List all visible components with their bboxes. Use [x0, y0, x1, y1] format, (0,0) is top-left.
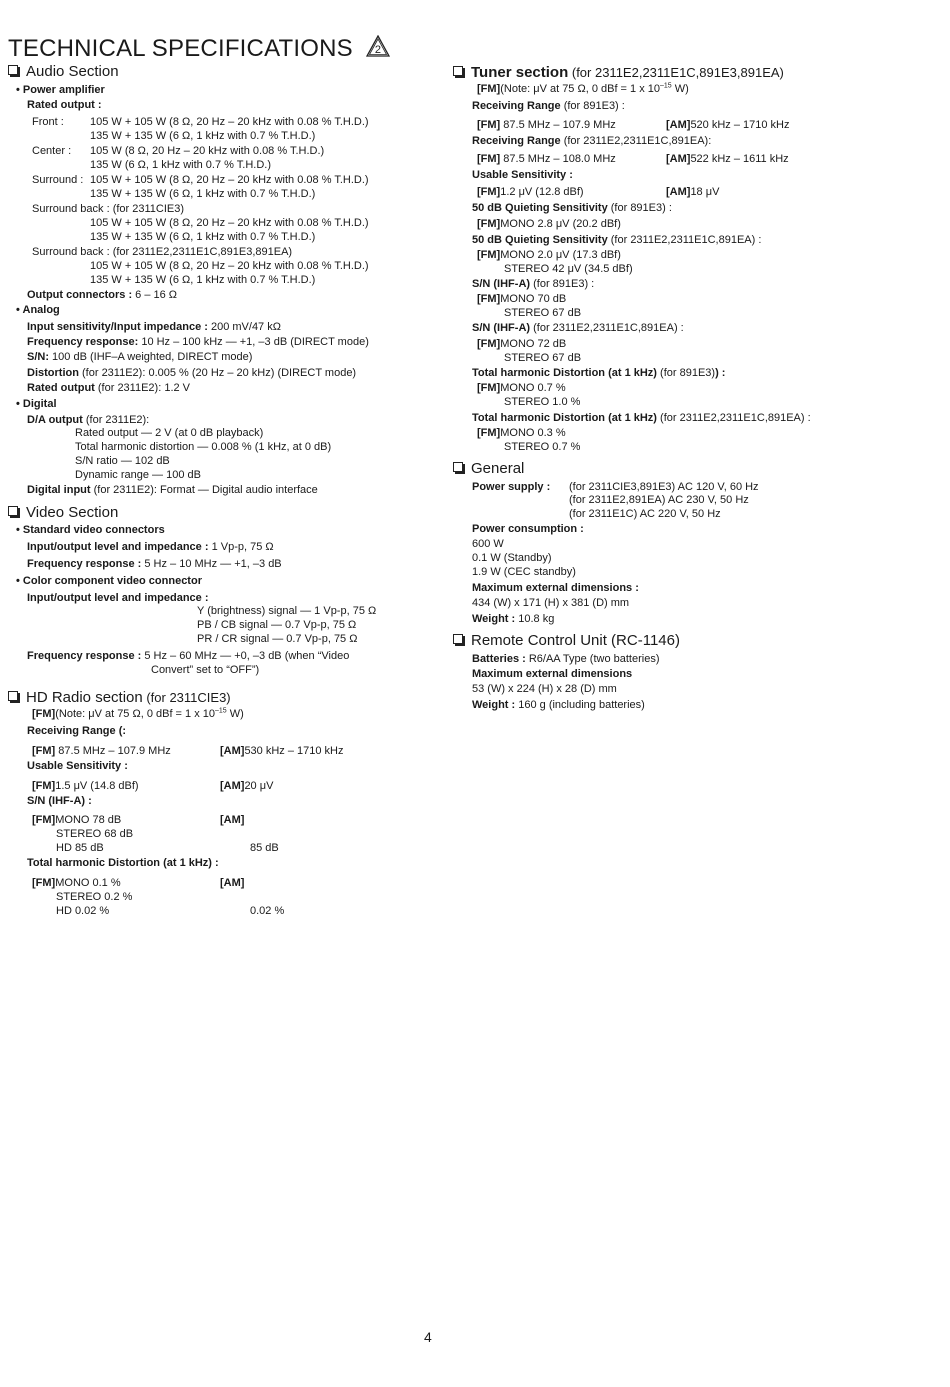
da-sn-ratio: S/N ratio — 102 dB	[75, 455, 170, 467]
checkbox-icon	[8, 691, 18, 701]
svg-text:2: 2	[374, 43, 381, 56]
power-supply-2: (for 2311E2,891EA) AC 230 V, 50 Hz	[569, 494, 749, 506]
audio-section-heading: Audio Section	[8, 63, 119, 82]
surround-back-2-value-2: 135 W + 135 W (6 Ω, 1 kHz with 0.7 % T.H.D.)	[90, 274, 316, 286]
tuner-thd-2-mono: [FM]MONO 0.3 %	[477, 427, 566, 439]
hd-sn-label: S/N (IHF-A) :	[27, 795, 92, 807]
rated-output-label: Rated output :	[27, 99, 102, 111]
remote-section-heading: Remote Control Unit (RC-1146)	[453, 632, 680, 651]
surround-value-1: 105 W + 105 W (8 Ω, 20 Hz – 20 kHz with 0.08 % T.H.D.)	[90, 174, 369, 186]
distortion: Distortion (for 2311E2): 0.005 % (20 Hz – 20 kHz) (DIRECT mode)	[27, 367, 357, 379]
da-output: D/A output (for 2311E2):	[27, 414, 150, 426]
checkbox-icon	[453, 634, 463, 644]
checkbox-icon	[453, 66, 463, 76]
center-value-1: 105 W (8 Ω, 20 Hz – 20 kHz with 0.08 % T.H.D.)	[90, 145, 325, 157]
surround-back-2-label: Surround back : (for 2311E2,2311E1C,891E3,891EA)	[32, 246, 293, 258]
center-label: Center :	[32, 145, 72, 157]
power-consumption-2: 0.1 W (Standby)	[472, 552, 552, 564]
power-supply-label: Power supply :	[472, 481, 551, 493]
page-title-text: TECHNICAL SPECIFICATIONS	[8, 35, 353, 62]
surround-back-1-value-2: 135 W + 135 W (6 Ω, 1 kHz with 0.7 % T.H.D.)	[90, 231, 316, 243]
tuner-sn-2-mono: [FM]MONO 72 dB	[477, 338, 567, 350]
component-pb-signal: PB / CB signal — 0.7 Vp-p, 75 Ω	[197, 619, 357, 631]
component-pr-signal: PR / CR signal — 0.7 Vp-p, 75 Ω	[197, 633, 358, 645]
power-supply-1: (for 2311CIE3,891E3) AC 120 V, 60 Hz	[569, 481, 759, 493]
da-dynamic-range: Dynamic range — 100 dB	[75, 469, 201, 481]
hd-radio-section-heading: HD Radio section (for 2311CIE3)	[8, 689, 231, 708]
analog-label: • Analog	[16, 304, 60, 316]
tuner-thd-2-stereo: STEREO 0.7 %	[504, 441, 581, 453]
power-supply-3: (for 2311E1C) AC 220 V, 50 Hz	[569, 508, 721, 520]
batteries: Batteries : R6/AA Type (two batteries)	[472, 653, 660, 665]
tuner-usable-sensitivity-am: [AM]18 μV	[666, 186, 720, 198]
input-sensitivity: Input sensitivity/Input impedance : 200 mV/47 kΩ	[27, 321, 281, 333]
component-frequency-response-cont: Convert” set to “OFF”)	[151, 664, 260, 676]
surround-value-2: 135 W + 135 W (6 Ω, 1 kHz with 0.7 % T.H.D.)	[90, 188, 316, 200]
component-y-signal: Y (brightness) signal — 1 Vp-p, 75 Ω	[197, 605, 377, 617]
da-thd: Total harmonic distortion — 0.008 % (1 kHz, at 0 dB)	[75, 441, 332, 453]
tuner-receiving-range-1-am: [AM]520 kHz – 1710 kHz	[666, 119, 790, 131]
tuner-thd-1-mono: [FM]MONO 0.7 %	[477, 382, 566, 394]
hd-sn-stereo: STEREO 68 dB	[56, 828, 134, 840]
hd-receiving-range-label: Receiving Range (:	[27, 725, 127, 737]
page-title	[8, 34, 390, 65]
rated-output-2: Rated output (for 2311E2): 1.2 V	[27, 382, 191, 394]
front-label: Front :	[32, 116, 64, 128]
tuner-quieting-1-mono: [FM]MONO 2.8 μV (20.2 dBf)	[477, 218, 621, 230]
hd-thd-hd: HD 0.02 %	[56, 905, 110, 917]
tuner-note: [FM](Note: μV at 75 Ω, 0 dBf = 1 x $10^{-15}$ W)	[477, 82, 689, 95]
surround-back-1-label: Surround back : (for 2311CIE3)	[32, 203, 185, 215]
digital-input: Digital input (for 2311E2): Format — Digital audio interface	[27, 484, 318, 496]
hd-thd-stereo: STEREO 0.2 %	[56, 891, 133, 903]
tuner-thd-1-stereo: STEREO 1.0 %	[504, 396, 581, 408]
video-section-heading: Video Section	[8, 504, 118, 523]
tuner-receiving-range-1-label: Receiving Range (for 891E3) :	[472, 100, 625, 112]
tuner-thd-1-label: Total harmonic Distortion (at 1 kHz) (for 891E3)) :	[472, 367, 726, 379]
tuner-receiving-range-2-fm: [FM] 87.5 MHz – 108.0 MHz	[477, 153, 616, 165]
hd-thd-am-value: 0.02 %	[250, 905, 285, 917]
component-frequency-response: Frequency response : 5 Hz – 60 MHz — +0, –3 dB (when “Video	[27, 650, 350, 662]
center-value-2: 135 W (6 Ω, 1 kHz with 0.7 % T.H.D.)	[90, 159, 272, 171]
tuner-usable-sensitivity-fm: [FM]1.2 μV (12.8 dBf)	[477, 186, 584, 198]
hd-thd-am-label: [AM]	[220, 877, 245, 889]
hd-sn-hd: HD 85 dB	[56, 842, 104, 854]
hd-note: [FM](Note: μV at 75 Ω, 0 dBf = 1 x $10^{-15}$ W)	[32, 707, 244, 720]
power-consumption-3: 1.9 W (CEC standby)	[472, 566, 576, 578]
hd-receiving-range-am: [AM]530 kHz – 1710 kHz	[220, 745, 344, 757]
component-video-label: • Color component video connector	[16, 575, 202, 587]
hd-usable-sensitivity-fm: [FM]1.5 μV (14.8 dBf)	[32, 780, 139, 792]
surround-back-2-value-1: 105 W + 105 W (8 Ω, 20 Hz – 20 kHz with 0.08 % T.H.D.)	[90, 260, 369, 272]
hd-thd-fm-mono: [FM]MONO 0.1 %	[32, 877, 121, 889]
warning-triangle-icon	[366, 35, 390, 65]
tuner-quieting-2-stereo: STEREO 42 μV (34.5 dBf)	[504, 263, 633, 275]
tuner-sn-2-stereo: STEREO 67 dB	[504, 352, 582, 364]
component-io-label: Input/output level and impedance :	[27, 592, 209, 604]
dimensions-value: 434 (W) x 171 (H) x 381 (D) mm	[472, 597, 630, 609]
hd-usable-sensitivity-label: Usable Sensitivity :	[27, 760, 128, 772]
weight: Weight : 10.8 kg	[472, 613, 555, 625]
page-number: 4	[424, 1329, 432, 1345]
video-frequency-response: Frequency response : 5 Hz – 10 MHz — +1, –3 dB	[27, 558, 282, 570]
tuner-receiving-range-2-label: Receiving Range (for 2311E2,2311E1C,891EA):	[472, 135, 712, 147]
remote-dimensions-label: Maximum external dimensions	[472, 668, 633, 680]
front-value-1: 105 W + 105 W (8 Ω, 20 Hz – 20 kHz with 0.08 % T.H.D.)	[90, 116, 369, 128]
digital-label: • Digital	[16, 398, 57, 410]
tuner-quieting-1-label: 50 dB Quieting Sensitivity (for 891E3) :	[472, 202, 672, 214]
tuner-quieting-2-label: 50 dB Quieting Sensitivity (for 2311E2,2311E1C,891EA) :	[472, 234, 762, 246]
da-rated-output: Rated output — 2 V (at 0 dB playback)	[75, 427, 264, 439]
checkbox-icon	[8, 506, 18, 516]
tuner-usable-sensitivity-label: Usable Sensitivity :	[472, 169, 573, 181]
hd-sn-fm-mono: [FM]MONO 78 dB	[32, 814, 122, 826]
hd-sn-am-label: [AM]	[220, 814, 245, 826]
general-section-heading: General	[453, 460, 524, 479]
tuner-receiving-range-2-am: [AM]522 kHz – 1611 kHz	[666, 153, 789, 165]
power-consumption-1: 600 W	[472, 538, 504, 550]
tuner-thd-2-label: Total harmonic Distortion (at 1 kHz) (for 2311E2,2311E1C,891EA) :	[472, 412, 811, 424]
tuner-sn-1-mono: [FM]MONO 70 dB	[477, 293, 567, 305]
remote-dimensions-value: 53 (W) x 224 (H) x 28 (D) mm	[472, 683, 617, 695]
power-amplifier-label: • Power amplifier	[16, 84, 105, 96]
tuner-receiving-range-1-fm: [FM] 87.5 MHz – 107.9 MHz	[477, 119, 616, 131]
hd-receiving-range-fm: [FM] 87.5 MHz – 107.9 MHz	[32, 745, 171, 757]
tuner-sn-1-label: S/N (IHF-A) (for 891E3) :	[472, 278, 595, 290]
hd-thd-label: Total harmonic Distortion (at 1 kHz) :	[27, 857, 219, 869]
output-connectors: Output connectors : 6 – 16 Ω	[27, 289, 178, 301]
checkbox-icon	[453, 462, 463, 472]
tuner-section-heading: Tuner section (for 2311E2,2311E1C,891E3,891EA)	[453, 64, 784, 83]
checkbox-icon	[8, 65, 18, 75]
dimensions-label: Maximum external dimensions :	[472, 582, 639, 594]
surround-back-1-value-1: 105 W + 105 W (8 Ω, 20 Hz – 20 kHz with 0.08 % T.H.D.)	[90, 217, 369, 229]
frequency-response: Frequency response: 10 Hz – 100 kHz — +1, –3 dB (DIRECT mode)	[27, 336, 369, 348]
standard-video-label: • Standard video connectors	[16, 524, 165, 536]
surround-label: Surround :	[32, 174, 84, 186]
hd-usable-sensitivity-am: [AM]20 μV	[220, 780, 274, 792]
front-value-2: 135 W + 135 W (6 Ω, 1 kHz with 0.7 % T.H.D.)	[90, 130, 316, 142]
signal-noise: S/N: 100 dB (IHF–A weighted, DIRECT mode)	[27, 351, 253, 363]
hd-sn-am-value: 85 dB	[250, 842, 279, 854]
video-io-level: Input/output level and impedance : 1 Vp-p, 75 Ω	[27, 541, 274, 553]
tuner-sn-1-stereo: STEREO 67 dB	[504, 307, 582, 319]
tuner-sn-2-label: S/N (IHF-A) (for 2311E2,2311E1C,891EA) :	[472, 322, 684, 334]
remote-weight: Weight : 160 g (including batteries)	[472, 699, 645, 711]
power-consumption-label: Power consumption :	[472, 523, 584, 535]
tuner-quieting-2-mono: [FM]MONO 2.0 μV (17.3 dBf)	[477, 249, 621, 261]
